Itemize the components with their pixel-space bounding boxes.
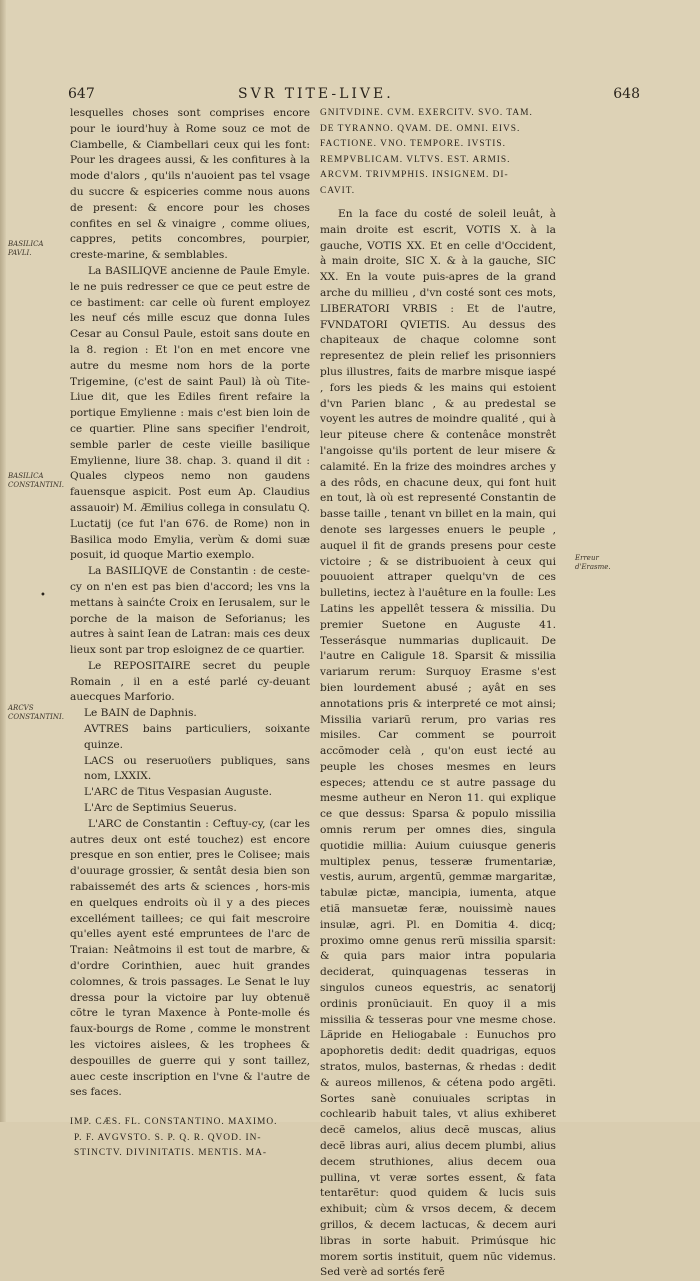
inscription-line: STINCTV. DIVINITATIS. MENTIS. MA-: [74, 1148, 268, 1159]
paragraph: lesquelles choses sont comprises encore pour le iourd'huy à Rome souz ce mot de Ciambelle, & Ciambellari ceux qui les font: Pour les dragees aussi, & les confitures à la mode d'alors , qu'ils n'auoient pas tel vsage du succre & espiceries comme nous auons de present: & encore pour les choses confites en sel & vinaigre , comme oliues, cappres, petits concombres, pourpier, creste-marine, & semblables.: [70, 107, 310, 262]
inscription-line: FACTIONE. VNO. TEMPORE. IVSTIS.: [320, 139, 506, 149]
margin-note-arcus-constantini: ARCVS CONSTANTINI.: [8, 704, 65, 721]
paragraph-repositaire: Le REPOSITAIRE secret du peuple Romain , il en a esté parlé cy-deuant auecques Marforio.: [70, 659, 310, 704]
margin-note-basilica-pauli: BASILICA PAVLI.: [8, 240, 44, 257]
page-edge-shadow: [0, 0, 6, 1122]
inscription-line: REMPVBLICAM. VLTVS. EST. ARMIS.: [320, 154, 511, 165]
paragraph-basilica-constantini: La BASILIQVE de Constantin : de ceste-cy on n'en est pas bien d'accord; les vns la mettans à sainćte Croix en Ierusalem, sur le porche de la maison de Seforianus; les autres à saint Iean de Latran: mais ces deux lieux sont par trop esloignez de ce quartier.: [70, 565, 310, 657]
right-column: [320, 106, 556, 1281]
list-item: Le BAIN de Daphnis.: [84, 707, 197, 720]
bullet-mark: •: [40, 590, 46, 601]
margin-note-erreur-erasme: Erreur d'Erasme.: [575, 554, 611, 571]
running-title: SVR TITE-LIVE.: [238, 86, 394, 102]
list-item: L'ARC de Titus Vespasian Auguste.: [84, 786, 273, 799]
paragraph-arc-description: En la face du costé de soleil leuât, à main droite est escrit, VOTIS X. à la gauche, VOTIS XX. Et en celle d'Occident, à main droite, SIC X. & à la gauche, SIC XX. En la voute puis-apres de la grand arche du millieu , d'vn costé sont ces mots, LIBERATORI VRBIS : Et de l'autre, FVNDATORI QVIETIS. Au dessus des chapiteaux de chaque colomne sont representez de plein relief les prisonniers plus illustres, faits de marbre misque iaspé , fors les pieds & les mains qui estoient d'vn Parien blanc , & au predestal se voyent les autres de moindre qualité , qui à leur piteuse chere & contenâce monstrêt l'angoisse qu'ils portent de leur misere & calamité. En la frize des moindres arches y a des rôds, en chacune deux, qui font huit en tout, là où est representé Constantin de basse taille , tenant vn billet en la main, qui denote ses largesses enuers le peuple , auquel il fit de grands presens pour ceste victoire ; & se distribuoient à ceux qui pouuoient attraper quelqu'vn de ces bulletins, iectez à l'auêture en la foulle: Les Latins les appellêt tessera & missilia. Du premier Suetone en Auguste 41. Tesserásque nummarias duplicauit. De l'autre en Caligule 18. Sparsit & missilia variarum rerum: Surquoy Erasme s'est bien lourdement abusé ; ayât en ses annotations pris & interpreté ce mot ainsi; Missilia variarũ rerum, pro varias res misiles. Car comment se pourroit accõmoder celà , qu'on eust iecté au peuple les choses mesmes en leurs especes; attendu ce st autre passage du mesme autheur en Neron 11. qui explique ce que dessus: Sparsa & populo missilia omnis rerum per omnes dies, singula quotidie millia: Auium cuiusque generis multiplex penus, tesseræ frumentariæ, vestis, aurum, argentũ, gemmæ margaritæ, tabulæ pictæ, mancipia, iumenta, atque etiã mansuetæ feræ, nouissimè naues insulæ, agri. Pl. en Domitia 4. dicq; proximo omne genus rerũ missilia sparsit: & quia pars maior intra popularia deciderat, quinquagenas tesseras in singulos cuneos equestris, ac senatorij ordinis pronũciauit. En quoy il a mis missilia & tesseras pour vne mesme chose. Lãpride en Heliogabale : Eunuchos pro apophoretis dedit: dedit quadrigas, equos stratos, mulos, basternas, & rhedas : dedit & aureos millenos, & cétena podo argẽti. Sortes sanè conuiuales scriptas in cochlearib habuit tales, vt alius exhiberet decẽ camelos, alius decẽ muscas, alius decẽ libras auri, alius decem plumbi, alius decem struthiones, alius decem oua pullina, vt veræ sortes essent, & fata tentarẽtur: quod quidem & lucis suis exhibuit; cùm & vrsos decem, & decem grillos, & decem lactucas, & decem auri libras in sorte habuit. Primúsque hic morem sortis instituit, quem nũc videmus. Sed verè ad sortés ferẽ: [320, 208, 556, 1279]
inscription-line: P. F. AVGVSTO. S. P. Q. R. QVOD. IN-: [74, 1132, 262, 1143]
page-header: [68, 86, 640, 106]
inscription-line: IMP. CÆS. FL. CONSTANTINO. MAXIMO.: [70, 1117, 278, 1128]
paragraph-basilica-pauli: La BASILIQVE ancienne de Paule Emyle. le ne puis redresser ce que ce peut estre de ce bastiment: car celle où furent employez les neuf cés mille escuz que donna Iules Cesar au Consul Paule, estoit sans doute en la 8. region : Et l'on en met encore vne autre du mesme nom hors de la porte Trigemine, (c'est de saint Paul) là où Tite-Liue dit, que les Ediles firent refaire la portique Emylienne : mais c'est bien loin de ce quartier. Pline sans specifier l'endroit, semble parler de ceste vieille basilique Emylienne, liure 38. chap. 3. quand il dit : Quales clypeos nemo non gaudens fauensque aspicit. Post eum Ap. Claudius assauoir) M. Æmilius collega in consulatu Q. Luctatij (ce fut l'an 676. de Rome) non in Basilica modo Emylia, verùm & domi suæ posuit, id quoque Martio exemplo.: [70, 264, 310, 562]
margin-note-basilica-constantini: BASILICA CONSTANTINI.: [8, 472, 65, 489]
left-column: [70, 106, 310, 1162]
page-number-left: 647: [68, 86, 95, 102]
list-item: LACS ou reseruoüers publiques, sans nom, LXXIX.: [84, 754, 310, 783]
page-number-right: 648: [613, 86, 640, 102]
inscription-line: ARCVM. TRIVMPHIS. INSIGNEM. DI-: [320, 170, 509, 180]
inscription-line: CAVIT.: [320, 185, 356, 196]
paragraph-arc-constantin: L'ARC de Constantin : Ceftuy-cy, (car les autres deux ont esté touchez) est encore presque en son entier, pres le Colisee; mais d'ouurage grossier, & sentât desia bien son rabaissemét des arts & sciences , hors-mis en quelques endroits où il y a des pieces excellément taillees; ce qui fait mescroire qu'elles ayent esté empruntees de l'arc de Traian: Neâtmoins il est tout de marbre, & d'ordre Corinthien, auec huit grandes colomnes, & trois passages. Le Senat le luy dressa pour la victoire par luy obtenuë cõtre le tyran Maxence à Ponte-molle és faux-bourgs de Rome , comme le monstrent les victoires aislees, & les trophees & despouilles de guerre qui y sont taillez, auec ceste inscription en l'vne & l'autre de ses faces.: [70, 817, 310, 1099]
inscription-line: DE TYRANNO. QVAM. DE. OMNI. EIVS.: [320, 123, 521, 134]
list-item: AVTRES bains particuliers, soixante quinze.: [84, 723, 310, 751]
list-item: L'Arc de Septimius Seuerus.: [84, 802, 237, 815]
inscription-line: GNITVDINE. CVM. EXERCITV. SVO. TAM.: [320, 108, 533, 118]
